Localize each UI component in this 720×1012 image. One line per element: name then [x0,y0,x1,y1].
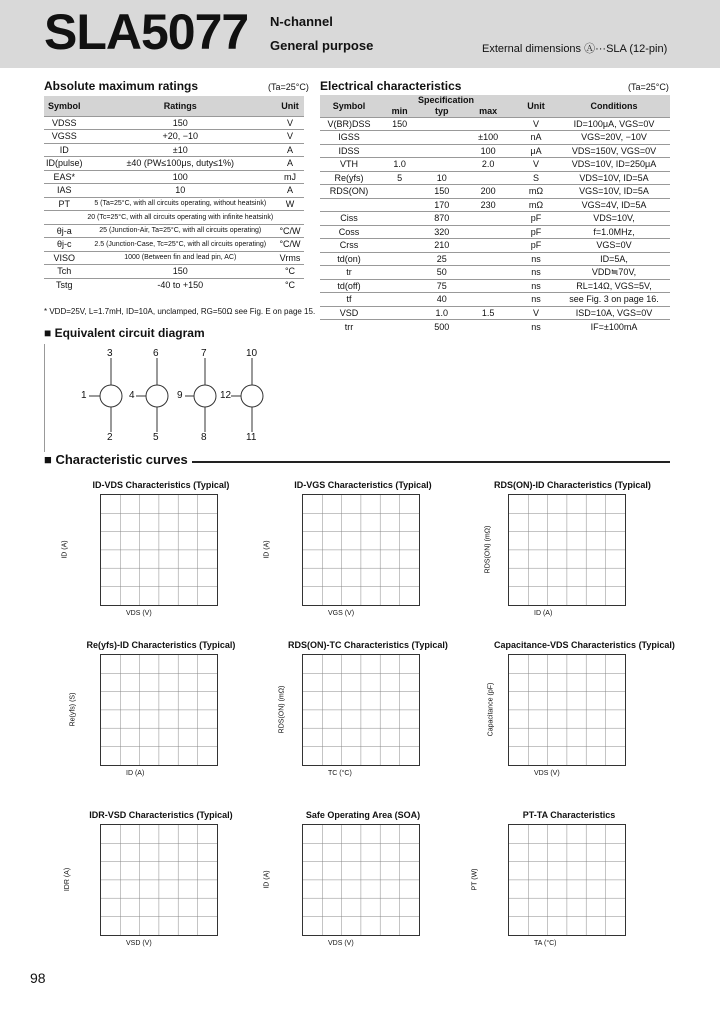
table-cell: ±40 (PW≤100μs, duty≤1%) [85,157,276,171]
table-cell: ns [514,320,558,334]
chart-plot [100,494,218,606]
col-specification: Specification [378,95,514,106]
table-cell: Coss [320,225,378,239]
col-symbol: Symbol [320,95,378,117]
table-cell: 150 [378,117,421,131]
chart-ylabel: RDS(ON) (mΩ) [484,525,492,574]
table-cell [421,144,462,158]
chart-xlabel: TA (°C) [534,940,557,947]
table-cell: IDSS [320,144,378,158]
table-cell [378,185,421,199]
curves-title-text: Characteristic curves [55,452,188,467]
table-cell [462,320,514,334]
chart-panel [278,640,448,777]
chart-plot [100,824,218,936]
table-cell [421,131,462,145]
chart-title: RDS(ON)-TC Characteristics (Typical) [288,640,448,650]
table-cell [462,225,514,239]
table-cell: RDS(ON) [320,185,378,199]
table-row [44,224,304,238]
table-row [320,185,670,199]
table-cell [44,211,85,225]
table-cell: td(on) [320,252,378,266]
table-row [44,130,304,144]
col-ratings: Ratings [85,96,276,116]
table-cell: 1.0 [421,306,462,320]
table-cell: EAS* [44,170,85,184]
pin-11: 11 [246,432,257,443]
pin-12: 12 [220,390,232,401]
table-cell: VGS=4V, ID=5A [558,198,670,212]
table-cell: mJ [276,170,304,184]
equiv-title-text: Equivalent circuit diagram [54,326,205,340]
table-row [44,211,304,225]
table-cell: 100 [85,170,276,184]
equiv-circuit [44,344,324,452]
table-cell: 150 [85,116,276,130]
abs-max-footnote: * VDD=25V, L=1.7mH, ID=10A, unclamped, RG=50Ω see Fig. E on page 15. [44,307,316,316]
table-cell: 40 [421,293,462,307]
table-cell: trr [320,320,378,334]
table-cell: 1.5 [462,306,514,320]
table-cell: f=1.0MHz, [558,225,670,239]
table-cell: 230 [462,198,514,212]
chart-grid-lines [303,655,419,765]
subtitle-channel: N-channel [270,14,333,29]
table-cell: °C/W [276,238,304,252]
table-cell: td(off) [320,279,378,293]
pin-1: 1 [81,390,87,401]
table-cell: ID=5A, [558,252,670,266]
table-cell: RL=14Ω, VGS=5V, [558,279,670,293]
table-cell: V [514,158,558,172]
table-row [44,143,304,157]
table-cell: ns [514,252,558,266]
table-cell: W [276,197,304,211]
chart-title: Re(yfs)-ID Characteristics (Typical) [86,640,236,650]
page-number: 98 [30,970,46,986]
table-cell: V [514,306,558,320]
table-cell [421,158,462,172]
chart-ylabel: Re(yfs) (S) [69,692,77,727]
chart-plot [508,654,626,766]
table-row [320,252,670,266]
table-row [44,238,304,252]
table-row [320,212,670,226]
table-cell: pF [514,225,558,239]
table-cell: 2.5 (Junction-Case, Tc=25°C, with all circuits operating) [85,238,276,252]
table-cell: IF=±100mA [558,320,670,334]
chart-title: ID-VGS Characteristics (Typical) [294,480,432,490]
table-cell: +20, −10 [85,130,276,144]
table-cell: ID [44,143,85,157]
table-row [320,306,670,320]
table-cell: 170 [421,198,462,212]
col-typ: typ [421,106,462,117]
chart-title: RDS(ON)-ID Characteristics (Typical) [494,480,651,490]
table-cell [276,211,304,225]
table-row [320,239,670,253]
chart-ylabel: ID (A) [61,540,69,559]
col-conditions: Conditions [558,95,670,117]
table-cell: PT [44,197,85,211]
chart-panel [487,640,675,777]
table-cell [378,144,421,158]
table-cell [378,293,421,307]
col-max: max [462,106,514,117]
table-cell: VISO [44,251,85,265]
table-cell: 1000 (Between fin and lead pin, AC) [85,251,276,265]
table-cell: Ciss [320,212,378,226]
chart-xlabel: ID (A) [126,770,145,777]
chart-plot [302,494,420,606]
chart-grid-lines [101,655,217,765]
chart-ylabel: IDR (A) [64,867,72,892]
table-cell: mΩ [514,185,558,199]
elec-condition: (Ta=25°C) [628,82,669,92]
table-cell: 500 [421,320,462,334]
table-cell: VDS=150V, VGS=0V [558,144,670,158]
table-cell: Re(yfs) [320,171,378,185]
chart-plot [508,494,626,606]
table-row [44,157,304,171]
table-cell [462,117,514,131]
table-cell [378,306,421,320]
table-cell: V [276,130,304,144]
table-row [44,116,304,130]
table-cell: 50 [421,266,462,280]
pin-5: 5 [153,432,159,443]
table-cell: VDS=10V, ID=5A [558,171,670,185]
table-cell: VGS=20V, −10V [558,131,670,145]
table-cell: Tstg [44,278,85,292]
table-cell: mΩ [514,198,558,212]
table-cell: VDD≒70V, [558,266,670,280]
chart-plot [100,654,218,766]
table-cell [320,198,378,212]
chart-ylabel: PT (W) [471,868,479,891]
chart-xlabel: TC (°C) [328,770,352,777]
pin-2: 2 [107,432,113,443]
table-row [320,144,670,158]
table-cell: IAS [44,184,85,198]
col-symbol: Symbol [44,96,85,116]
pin-6: 6 [153,348,159,359]
abs-max-table [44,96,304,292]
table-cell [421,117,462,131]
chart-grid-lines [303,825,419,935]
table-cell [462,171,514,185]
chart-plot [302,824,420,936]
table-cell: 5 [378,171,421,185]
external-dimensions: External dimensions Ⓐ···SLA (12-pin) [482,43,668,55]
chart-title: ID-VDS Characteristics (Typical) [92,480,230,490]
chart-xlabel: VDS (V) [534,770,560,777]
table-cell [378,212,421,226]
subtitle-purpose: General purpose [270,38,374,53]
table-cell: pF [514,239,558,253]
chart-plot [508,824,626,936]
table-cell: see Fig. 3 on page 16. [558,293,670,307]
table-cell: VDS=10V, ID=250μA [558,158,670,172]
table-cell: °C/W [276,224,304,238]
table-cell: 210 [421,239,462,253]
chart-panel [484,480,651,617]
chart-grid-lines [509,655,625,765]
col-unit: Unit [276,96,304,116]
chart-title: Safe Operating Area (SOA) [305,810,421,820]
page-header [0,0,720,68]
chart-xlabel: VDS (V) [126,610,152,617]
table-cell: tr [320,266,378,280]
table-row [320,171,670,185]
table-cell: °C [276,265,304,279]
table-cell: Vrms [276,251,304,265]
chart-grid-lines [509,495,625,605]
table-cell: ISD=10A, VGS=0V [558,306,670,320]
table-cell: IGSS [320,131,378,145]
chart-title: PT-TA Characteristics [522,810,616,820]
table-row [320,320,670,334]
chart-grid-lines [509,825,625,935]
table-cell: 150 [421,185,462,199]
pin-8: 8 [201,432,207,443]
table-cell [378,239,421,253]
table-row [320,131,670,145]
equiv-title: ■ Equivalent circuit diagram [44,326,205,340]
table-cell: Crss [320,239,378,253]
chart-xlabel: VSD (V) [126,940,152,947]
table-cell: Tch [44,265,85,279]
table-cell [378,131,421,145]
table-cell: ±100 [462,131,514,145]
table-row [320,225,670,239]
table-cell [462,239,514,253]
table-row [44,251,304,265]
col-unit: Unit [514,95,558,117]
table-cell: ns [514,293,558,307]
table-cell [462,252,514,266]
table-cell: V [514,117,558,131]
elec-title: Electrical characteristics [320,79,462,93]
table-cell: A [276,184,304,198]
chart-xlabel: ID (A) [534,610,553,617]
table-row [44,278,304,292]
table-cell: θj-c [44,238,85,252]
table-cell: -40 to +150 [85,278,276,292]
chart-grid-lines [101,825,217,935]
table-cell: VGS=10V, ID=5A [558,185,670,199]
part-number: SLA5077 [44,4,249,60]
table-cell: VGSS [44,130,85,144]
table-cell: 200 [462,185,514,199]
table-cell: ±10 [85,143,276,157]
chart-ylabel: Capacitance (pF) [487,682,495,737]
table-row [320,279,670,293]
table-cell: 75 [421,279,462,293]
table-cell: 25 [421,252,462,266]
table-cell: ns [514,266,558,280]
pin-7: 7 [201,348,207,359]
table-cell: VGS=0V [558,239,670,253]
table-cell: VSD [320,306,378,320]
table-cell: 25 (Junction-Air, Ta=25°C, with all circuits operating) [85,224,276,238]
table-cell: 5 (Ta=25°C, with all circuits operating, without heatsink) [85,197,276,211]
table-cell: VTH [320,158,378,172]
table-cell [462,266,514,280]
abs-max-condition: (Ta=25°C) [268,82,309,92]
pin-9: 9 [177,390,183,401]
chart-panel [64,810,236,947]
chart-title: IDR-VSD Characteristics (Typical) [89,810,233,820]
table-row [44,170,304,184]
table-cell: ID(pulse) [46,158,83,169]
table-row [320,158,670,172]
table-cell [378,252,421,266]
pin-10: 10 [246,348,258,359]
table-cell [378,225,421,239]
table-cell: tf [320,293,378,307]
table-cell: 2.0 [462,158,514,172]
table-cell: VDSS [44,116,85,130]
table-cell: VDS=10V, [558,212,670,226]
table-row [44,184,304,198]
table-cell: 10 [421,171,462,185]
table-row [320,117,670,131]
table-cell [378,198,421,212]
table-cell: A [276,157,304,171]
table-cell: V(BR)DSS [320,117,378,131]
table-cell [462,279,514,293]
table-cell [378,320,421,334]
table-cell: V [276,116,304,130]
table-cell: θj-a [44,224,85,238]
table-row [44,265,304,279]
abs-max-title: Absolute maximum ratings [44,79,199,93]
table-cell [462,293,514,307]
elec-table [320,95,670,333]
pin-4: 4 [129,390,135,401]
table-cell: 10 [85,184,276,198]
chart-panel [69,640,236,777]
chart-ylabel: RDS(ON) (mΩ) [278,685,286,734]
chart-grid-lines [101,495,217,605]
chart-xlabel: VDS (V) [328,940,354,947]
chart-panel [263,810,438,947]
curves-title: ■ Characteristic curves [44,452,192,467]
table-cell [462,212,514,226]
table-cell: 1.0 [378,158,421,172]
chart-xlabel: VGS (V) [328,610,355,617]
chart-panel [263,480,438,617]
table-cell: °C [276,278,304,292]
table-cell: 150 [85,265,276,279]
chart-ylabel: ID (A) [263,540,271,559]
chart-grid-lines [303,495,419,605]
table-cell: S [514,171,558,185]
table-cell: 20 (Tc=25°C, with all circuits operating with infinite heatsink) [85,211,276,225]
table-row [320,198,670,212]
table-cell [378,266,421,280]
table-cell: 100 [462,144,514,158]
table-row [320,293,670,307]
chart-panel [471,810,644,947]
circuit-drawing [45,344,325,452]
col-min: min [378,106,421,117]
table-cell: ns [514,279,558,293]
table-cell: A [276,143,304,157]
chart-title: Capacitance-VDS Characteristics (Typical) [494,640,675,650]
table-row [44,197,304,211]
table-cell: ID=100μA, VGS=0V [558,117,670,131]
table-row [320,266,670,280]
table-cell: nA [514,131,558,145]
table-cell: 320 [421,225,462,239]
table-cell: pF [514,212,558,226]
table-cell: μA [514,144,558,158]
chart-ylabel: ID (A) [263,870,271,889]
table-cell: 870 [421,212,462,226]
chart-panel [61,480,236,617]
pin-3: 3 [107,348,113,359]
chart-plot [302,654,420,766]
table-cell [378,279,421,293]
